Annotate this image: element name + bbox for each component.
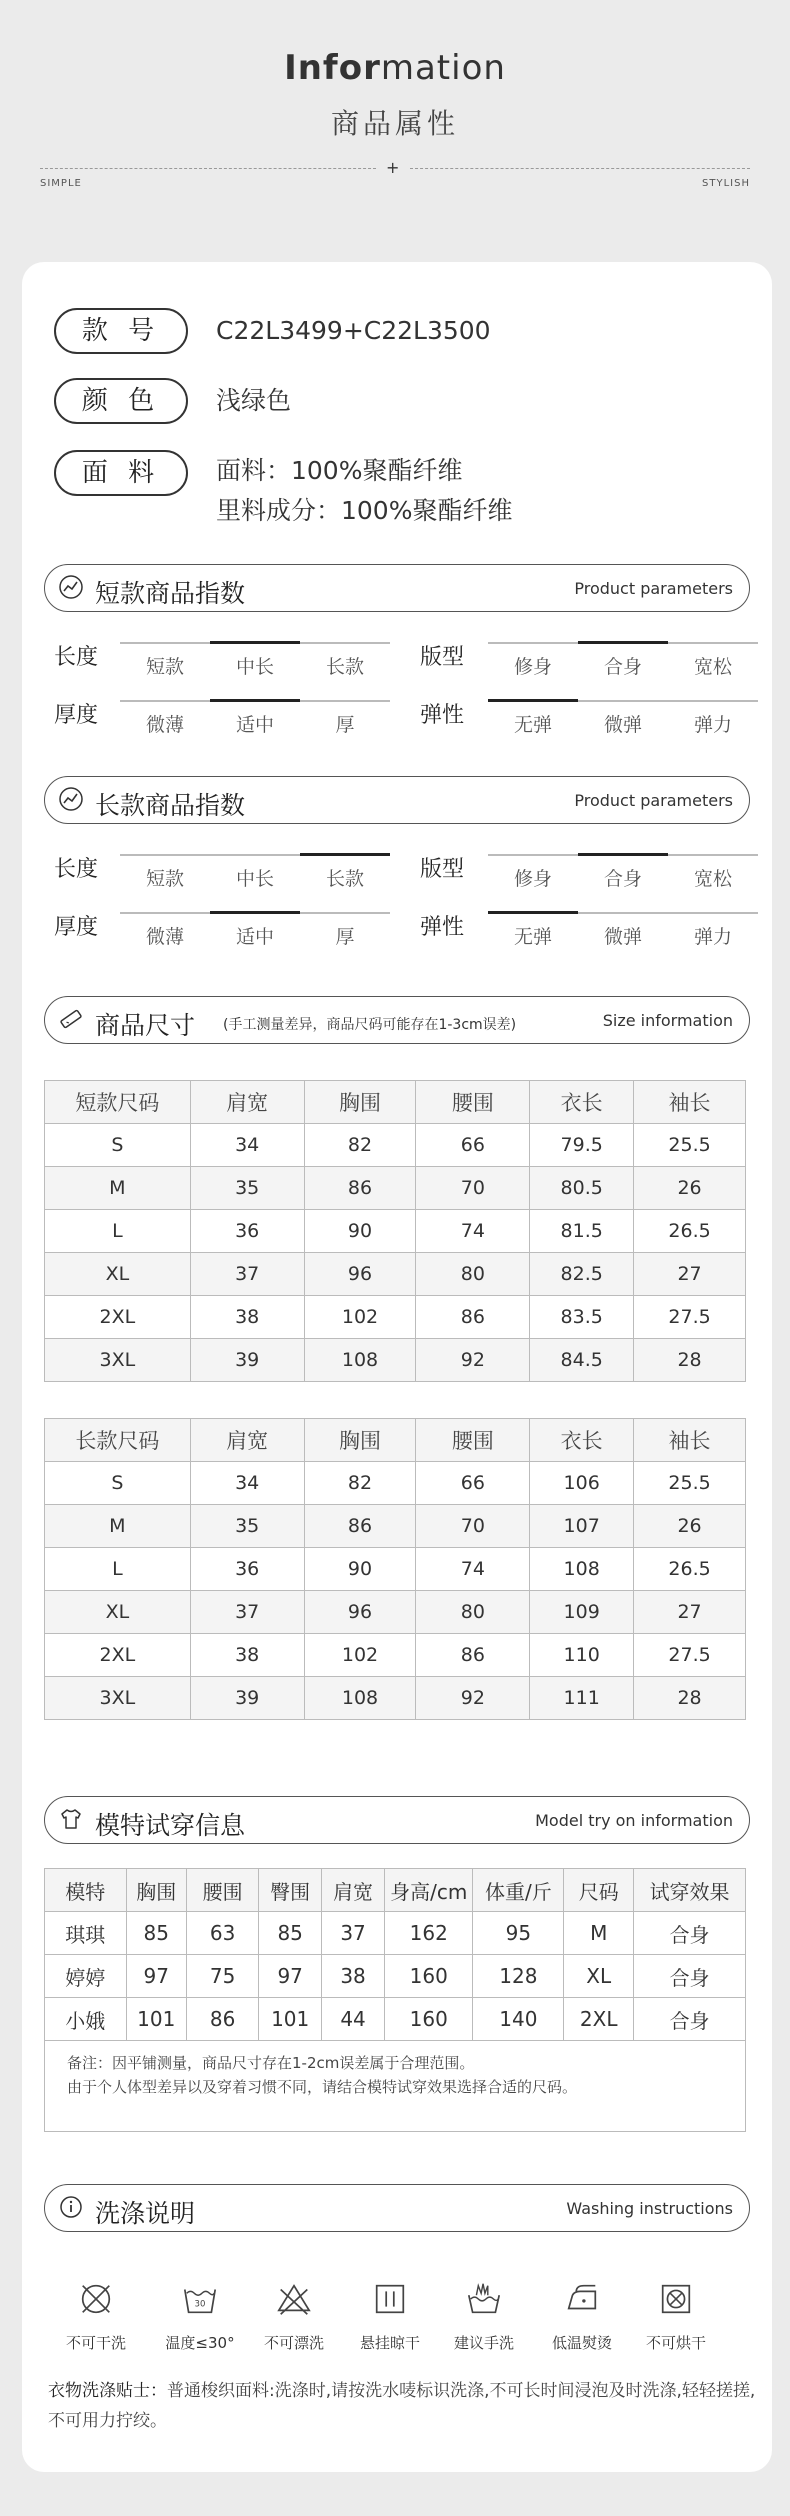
table-row: [45, 1591, 746, 1634]
table-cell: 95: [473, 1912, 564, 1955]
table-cell: 25.5: [634, 1124, 746, 1167]
wash-section-header: [44, 2184, 750, 2232]
table-row: [45, 1124, 746, 1167]
table-header-cell: 臀围: [259, 1869, 322, 1912]
table-cell: 66: [416, 1124, 530, 1167]
index-label: 弹性: [420, 703, 465, 728]
table-row: [45, 1296, 746, 1339]
table-cell: 38: [190, 1634, 304, 1677]
table-header-row: [45, 1419, 746, 1462]
index-option: 短款: [145, 656, 184, 678]
table-cell: 70: [416, 1167, 530, 1210]
index-option: 微薄: [145, 714, 184, 736]
table-cell: 39: [190, 1339, 304, 1382]
table-cell: 28: [634, 1677, 746, 1720]
table-cell: 81.5: [530, 1210, 634, 1253]
table-cell: 28: [634, 1339, 746, 1382]
table-header-cell: 长款尺码: [45, 1419, 191, 1462]
table-cell: XL: [45, 1591, 191, 1634]
long-index-en: Product parameters: [574, 791, 733, 810]
table-cell: 34: [190, 1124, 304, 1167]
table-cell: 27: [634, 1253, 746, 1296]
table-cell: 27.5: [634, 1296, 746, 1339]
table-cell: 128: [473, 1955, 564, 1998]
index-selected-mark: [300, 853, 390, 856]
table-cell: 85: [259, 1912, 322, 1955]
table-header-cell: 衣长: [530, 1081, 634, 1124]
table-cell: 38: [190, 1296, 304, 1339]
index-option: 短款: [145, 868, 184, 890]
model-section-title: 模特试穿信息: [95, 1811, 246, 1840]
header-right-tag: STYLISH: [702, 178, 750, 189]
index-option: 合身: [603, 656, 642, 678]
short-index-header: [44, 564, 750, 612]
index-selected-mark: [578, 641, 668, 644]
table-cell: 26: [634, 1167, 746, 1210]
wash-item-no-dry-clean: [46, 2280, 146, 2353]
wash-section-title: 洗涤说明: [95, 2199, 196, 2228]
table-cell: 75: [187, 1955, 259, 1998]
size-section-en: Size information: [602, 1011, 733, 1030]
low-iron-icon: [563, 2280, 601, 2318]
table-header-cell: 身高/cm: [384, 1869, 472, 1912]
table-cell: 70: [416, 1505, 530, 1548]
table-cell: 74: [416, 1210, 530, 1253]
wash-30-icon: [181, 2280, 219, 2318]
table-cell: 96: [304, 1591, 416, 1634]
table-cell: 37: [190, 1253, 304, 1296]
index-label: 长度: [54, 645, 99, 670]
table-header-cell: 肩宽: [190, 1419, 304, 1462]
table-cell: 83.5: [530, 1296, 634, 1339]
table-cell: 85: [126, 1912, 187, 1955]
table-cell: 86: [416, 1634, 530, 1677]
index-label: 厚度: [54, 915, 99, 940]
model-note-box: [44, 2040, 746, 2132]
table-header-cell: 衣长: [530, 1419, 634, 1462]
table-row: [45, 1634, 746, 1677]
table-row: [45, 1462, 746, 1505]
trend-line-icon: [59, 787, 83, 811]
table-cell: M: [45, 1505, 191, 1548]
index-label: 长度: [54, 857, 99, 882]
table-cell: 97: [126, 1955, 187, 1998]
table-cell: 37: [190, 1591, 304, 1634]
index-option: 适中: [235, 926, 274, 948]
table-header-cell: 胸围: [304, 1081, 416, 1124]
index-label: 版型: [420, 645, 465, 670]
table-cell: 3XL: [45, 1677, 191, 1720]
table-cell: 合身: [634, 1912, 746, 1955]
short-index-title: 短款商品指数: [95, 579, 246, 608]
table-cell: 86: [187, 1998, 259, 2041]
table-cell: 106: [530, 1462, 634, 1505]
wash-item-no-bleach: [244, 2280, 344, 2353]
table-cell: 74: [416, 1548, 530, 1591]
table-cell: 79.5: [530, 1124, 634, 1167]
table-row: [45, 1167, 746, 1210]
table-cell: 35: [190, 1505, 304, 1548]
table-cell: 82: [304, 1124, 416, 1167]
table-cell: 36: [190, 1210, 304, 1253]
wash-tip-label: 衣物洗涤贴士：: [48, 2381, 167, 2401]
attr-label-color: 颜 色: [54, 378, 188, 424]
index-option: 微弹: [603, 714, 642, 736]
index-selected-mark: [488, 699, 578, 702]
table-cell: 109: [530, 1591, 634, 1634]
index-option: 修身: [513, 656, 552, 678]
index-option: 厚: [335, 714, 355, 736]
index-label: 版型: [420, 857, 465, 882]
index-selected-mark: [210, 911, 300, 914]
table-cell: 102: [304, 1296, 416, 1339]
table-cell: 44: [322, 1998, 385, 2041]
no-dry-clean-icon: [77, 2280, 115, 2318]
index-option: 合身: [603, 868, 642, 890]
no-tumble-dry-icon: [657, 2280, 695, 2318]
table-cell: 66: [416, 1462, 530, 1505]
wash-label: 不可漂洗: [263, 2334, 324, 2352]
model-note-1: 备注：因平铺测量，商品尺寸存在1-2cm误差属于合理范围。: [67, 2054, 475, 2072]
table-header-row: [45, 1081, 746, 1124]
table-header-cell: 肩宽: [322, 1869, 385, 1912]
wash-item-hand-wash: [434, 2280, 534, 2353]
index-option: 微薄: [145, 926, 184, 948]
table-cell: 26.5: [634, 1548, 746, 1591]
table-cell: 82.5: [530, 1253, 634, 1296]
table-cell: L: [45, 1548, 191, 1591]
table-cell: 26: [634, 1505, 746, 1548]
table-cell: 108: [304, 1677, 416, 1720]
header-divider-left: [40, 168, 376, 169]
table-cell: 琪琪: [45, 1912, 127, 1955]
wash-label: 低温熨烫: [551, 2334, 612, 2352]
index-option: 无弹: [513, 926, 552, 948]
table-cell: 80.5: [530, 1167, 634, 1210]
table-cell: 96: [304, 1253, 416, 1296]
index-option: 宽松: [693, 868, 732, 890]
table-cell: 80: [416, 1253, 530, 1296]
table-cell: 108: [530, 1548, 634, 1591]
index-option: 厚: [335, 926, 355, 948]
table-cell: 35: [190, 1167, 304, 1210]
page-title: [0, 48, 790, 88]
table-cell: 92: [416, 1339, 530, 1382]
table-cell: 92: [416, 1677, 530, 1720]
index-option: 中长: [235, 656, 274, 678]
table-header-cell: 胸围: [126, 1869, 187, 1912]
table-cell: L: [45, 1210, 191, 1253]
index-option: 长款: [325, 656, 364, 678]
table-cell: 86: [304, 1167, 416, 1210]
wash-item-no-tumble-dry: [626, 2280, 726, 2353]
table-header-cell: 试穿效果: [634, 1869, 746, 1912]
table-cell: XL: [45, 1253, 191, 1296]
table-cell: XL: [564, 1955, 634, 1998]
table-cell: 合身: [634, 1998, 746, 2041]
table-cell: 84.5: [530, 1339, 634, 1382]
index-option: 长款: [325, 868, 364, 890]
table-cell: M: [564, 1912, 634, 1955]
table-cell: 27: [634, 1591, 746, 1634]
wash-item-low-iron: [532, 2280, 632, 2353]
wash-tip-text: 普通梭织面料:洗涤时,请按洗水唛标识洗涤,不可长时间浸泡及时洗涤,轻轻搓搓,不可用力拧绞。: [48, 2381, 756, 2431]
table-cell: 162: [384, 1912, 472, 1955]
hand-wash-icon: [465, 2280, 503, 2318]
attr-label-fabric: 面 料: [54, 450, 188, 496]
table-cell: 36: [190, 1548, 304, 1591]
index-selected-mark: [210, 641, 300, 644]
attr-value-lining: 里料成分：100%聚酯纤维: [216, 496, 513, 525]
table-cell: 2XL: [45, 1634, 191, 1677]
header-divider-glyph: +: [386, 158, 400, 177]
wash-30-mark: 30: [194, 2299, 206, 2310]
table-header-cell: 腰围: [416, 1419, 530, 1462]
index-label: 厚度: [54, 703, 99, 728]
shirt-icon: [59, 1807, 83, 1831]
wash-label: 悬挂晾干: [359, 2334, 420, 2352]
table-cell: 160: [384, 1998, 472, 2041]
table-cell: 90: [304, 1210, 416, 1253]
table-header-cell: 肩宽: [190, 1081, 304, 1124]
index-option: 宽松: [693, 656, 732, 678]
attr-value-fabric: 面料：100%聚酯纤维: [216, 456, 463, 485]
wash-label: 温度≤30°: [165, 2334, 235, 2352]
index-option: 修身: [513, 868, 552, 890]
table-cell: S: [45, 1124, 191, 1167]
no-bleach-icon: [275, 2280, 313, 2318]
table-cell: 110: [530, 1634, 634, 1677]
table-row: [45, 1677, 746, 1720]
wash-item-30: [150, 2280, 250, 2353]
table-cell: 140: [473, 1998, 564, 2041]
long-index-title: 长款商品指数: [95, 791, 246, 820]
index-option: 中长: [235, 868, 274, 890]
table-row: [45, 1210, 746, 1253]
table-cell: 82: [304, 1462, 416, 1505]
table-header-cell: 胸围: [304, 1419, 416, 1462]
table-cell: 39: [190, 1677, 304, 1720]
model-section-en: Model try on information: [535, 1811, 733, 1830]
table-cell: S: [45, 1462, 191, 1505]
attr-value-color: 浅绿色: [216, 386, 292, 415]
wash-label: 建议手洗: [453, 2334, 514, 2352]
table-row: [45, 1998, 746, 2041]
size-section-title: 商品尺寸: [95, 1011, 196, 1040]
wash-tip: [48, 2376, 758, 2436]
table-row: [45, 1505, 746, 1548]
table-cell: 97: [259, 1955, 322, 1998]
size-section-note: (手工测量差异，商品尺码可能存在1-3cm误差): [223, 1017, 517, 1033]
index-selected-mark: [210, 699, 300, 702]
table-cell: 25.5: [634, 1462, 746, 1505]
table-cell: 小娥: [45, 1998, 127, 2041]
index-option: 弹力: [693, 926, 732, 948]
table-row: [45, 1548, 746, 1591]
table-cell: 3XL: [45, 1339, 191, 1382]
table-cell: 86: [304, 1505, 416, 1548]
long-size-table: [44, 1418, 746, 1720]
table-header-cell: 袖长: [634, 1081, 746, 1124]
long-index-header: [44, 776, 750, 824]
table-row: [45, 1955, 746, 1998]
table-cell: 34: [190, 1462, 304, 1505]
table-header-cell: 体重/斤: [473, 1869, 564, 1912]
index-option: 适中: [235, 714, 274, 736]
model-section-header: [44, 1796, 750, 1844]
page-subtitle: 商品属性: [330, 107, 459, 140]
table-cell: 38: [322, 1955, 385, 1998]
table-row: [45, 1253, 746, 1296]
size-section-header: [44, 996, 750, 1044]
attr-label-style-no: 款 号: [54, 308, 188, 354]
table-header-cell: 模特: [45, 1869, 127, 1912]
short-size-table: [44, 1080, 746, 1382]
table-header-cell: 腰围: [187, 1869, 259, 1912]
model-note-2: 由于个人体型差异以及穿着习惯不同，请结合模特试穿效果选择合适的尺码。: [67, 2078, 578, 2096]
title-light-part: mation: [380, 48, 506, 88]
table-header-row: [45, 1869, 746, 1912]
wash-item-hang-dry: [340, 2280, 440, 2353]
table-cell: 2XL: [564, 1998, 634, 2041]
model-table: [44, 1868, 746, 2041]
table-cell: 111: [530, 1677, 634, 1720]
title-bold-part: Infor: [284, 48, 381, 88]
short-index-en: Product parameters: [574, 579, 733, 598]
trend-line-icon: [59, 575, 83, 599]
table-cell: 合身: [634, 1955, 746, 1998]
table-row: [45, 1912, 746, 1955]
index-option: 无弹: [513, 714, 552, 736]
table-cell: 63: [187, 1912, 259, 1955]
table-cell: 107: [530, 1505, 634, 1548]
wash-label: 不可烘干: [645, 2334, 706, 2352]
index-option: 微弹: [603, 926, 642, 948]
table-cell: 108: [304, 1339, 416, 1382]
table-cell: 86: [416, 1296, 530, 1339]
index-label: 弹性: [420, 915, 465, 940]
table-row: [45, 1339, 746, 1382]
table-cell: 27.5: [634, 1634, 746, 1677]
hang-dry-icon: [371, 2280, 409, 2318]
table-cell: 80: [416, 1591, 530, 1634]
wash-label: 不可干洗: [65, 2334, 126, 2352]
index-selected-mark: [578, 853, 668, 856]
attr-value-style-no: C22L3499+C22L3500: [216, 316, 491, 345]
header-divider-right: [410, 168, 750, 169]
table-cell: M: [45, 1167, 191, 1210]
table-cell: 37: [322, 1912, 385, 1955]
table-cell: 婷婷: [45, 1955, 127, 1998]
header-left-tag: SIMPLE: [40, 178, 82, 189]
index-selected-mark: [488, 911, 578, 914]
table-cell: 2XL: [45, 1296, 191, 1339]
info-icon: [59, 2195, 83, 2219]
table-cell: 160: [384, 1955, 472, 1998]
table-cell: 101: [259, 1998, 322, 2041]
table-cell: 90: [304, 1548, 416, 1591]
wash-section-en: Washing instructions: [566, 2199, 733, 2218]
table-header-cell: 袖长: [634, 1419, 746, 1462]
index-option: 弹力: [693, 714, 732, 736]
table-header-cell: 短款尺码: [45, 1081, 191, 1124]
table-cell: 102: [304, 1634, 416, 1677]
table-header-cell: 尺码: [564, 1869, 634, 1912]
ruler-icon: [59, 1007, 83, 1031]
table-header-cell: 腰围: [416, 1081, 530, 1124]
table-cell: 101: [126, 1998, 187, 2041]
table-cell: 26.5: [634, 1210, 746, 1253]
